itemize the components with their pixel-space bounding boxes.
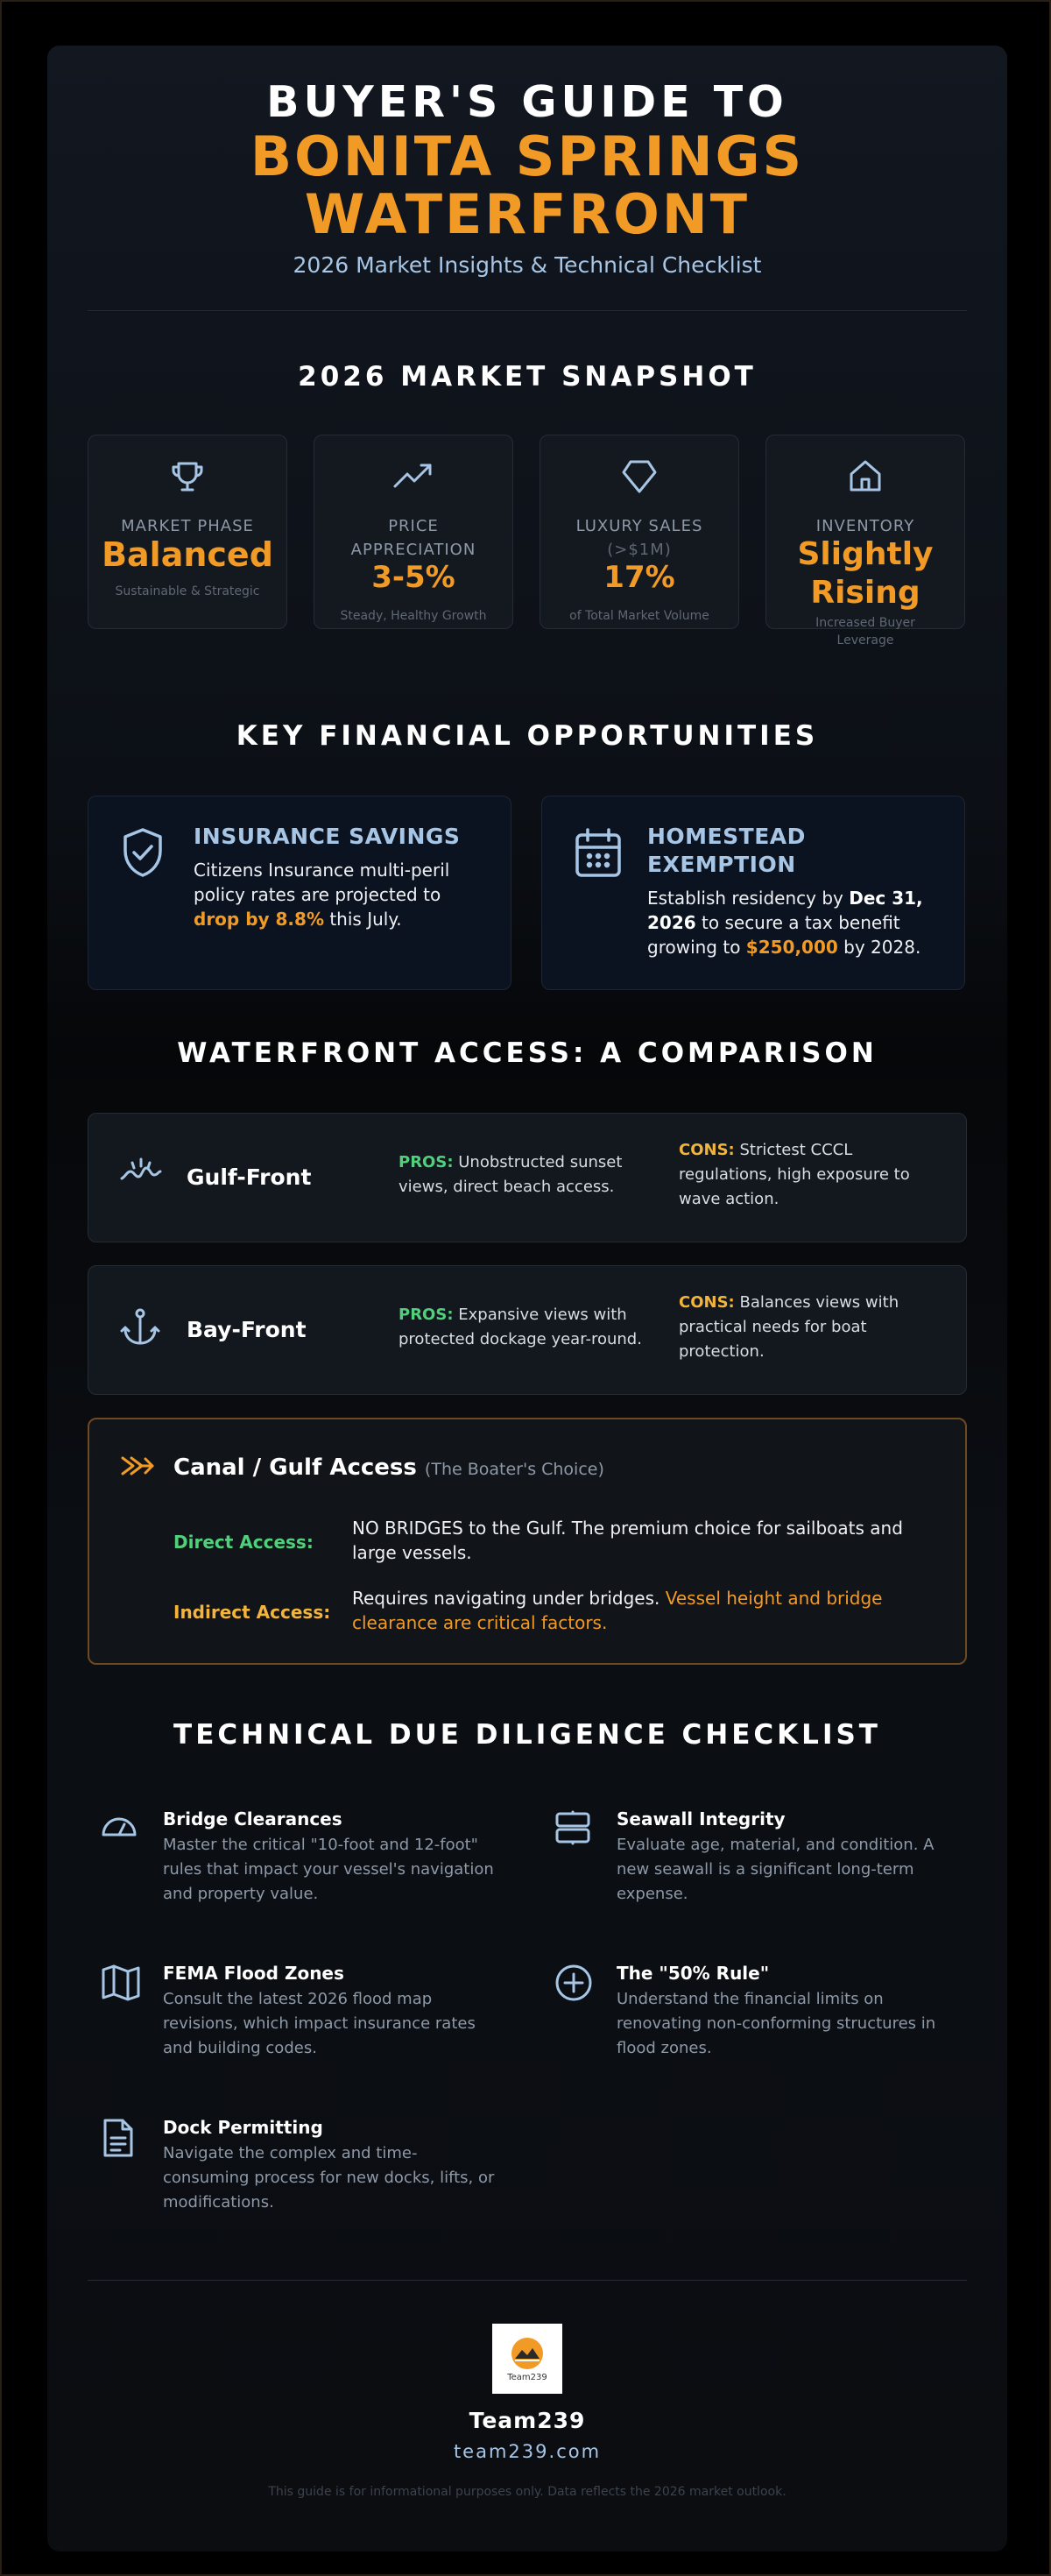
checklist-body: [163, 1987, 513, 2061]
stat-label-line: (>$1M): [607, 541, 672, 559]
cons-line: regulations, high exposure to: [679, 1165, 910, 1184]
rate-drop-highlight: drop by 8.8%: [194, 909, 324, 930]
body-line: Citizens Insurance multi-peril: [194, 860, 450, 881]
gulf-cons: [679, 1138, 942, 1212]
checklist-title: Seawall Integrity: [617, 1808, 786, 1829]
homestead-exemption-card: [541, 796, 965, 990]
pros-line: [399, 1303, 652, 1327]
stat-market-phase: [88, 435, 287, 629]
checklist-title: Bridge Clearances: [163, 1808, 342, 1829]
text-line: NO BRIDGES to the Gulf. The premium choice for sailboats and: [352, 1518, 903, 1539]
stat-note: of Total Market Volume: [569, 609, 709, 623]
subtitle: 2026 Market Insights & Technical Checklist: [293, 252, 762, 278]
body-text: this July.: [323, 909, 402, 930]
homestead-body: [647, 886, 943, 959]
stat-label: [323, 514, 504, 562]
pros-text: Unobstructed sunset: [453, 1153, 623, 1171]
stat-note: [784, 614, 947, 649]
stat-value-line: Slightly: [797, 536, 934, 572]
body-line: [194, 907, 490, 931]
stat-label: MARKET PHASE: [121, 517, 254, 535]
gulf-pros: [399, 1150, 652, 1200]
stat-value: 3-5%: [371, 560, 455, 595]
body-line: expense.: [617, 1885, 688, 1903]
canal-access-card: [88, 1418, 967, 1665]
trophy-icon: [88, 456, 286, 495]
pros-text: Expansive views with: [453, 1306, 627, 1324]
title-city: BONITA SPRINGS: [250, 124, 805, 188]
canal-title: [173, 1454, 604, 1481]
cons-line: [679, 1291, 942, 1315]
checklist-item-fema-flood-zones: [100, 1963, 485, 2085]
stat-note: Steady, Healthy Growth: [340, 609, 487, 623]
cons-line: [679, 1138, 942, 1163]
checklist-body: [163, 1833, 513, 1907]
logo-mark-icon: [508, 2336, 547, 2371]
cons-line: wave action.: [679, 1190, 779, 1208]
cons-line: practical needs for boat: [679, 1318, 867, 1336]
homestead-title: [647, 823, 947, 879]
divider: [88, 310, 967, 311]
comparison-heading: WATERFRONT ACCESS: A COMPARISON: [177, 1037, 878, 1069]
checklist-item-dock-permitting: [100, 2117, 495, 2240]
body-line: modifications.: [163, 2193, 274, 2212]
body-line: rules that impact your vessel's navigation: [163, 1860, 494, 1879]
plus-circle-icon: [554, 1963, 594, 2006]
body-line: Consult the latest 2026 flood map: [163, 1990, 433, 2008]
stat-note: Sustainable & Strategic: [115, 584, 260, 598]
direct-access-label: Direct Access:: [173, 1532, 314, 1553]
stat-label: INVENTORY: [815, 517, 915, 535]
body-line: new seawall is a significant long-term: [617, 1860, 914, 1879]
brand-name: Team239: [469, 2408, 586, 2433]
cons-text: Strictest CCCL: [734, 1141, 853, 1159]
body-line: Navigate the complex and time-: [163, 2144, 418, 2162]
logo-text: Team239: [507, 2372, 547, 2382]
shield-check-icon: [120, 826, 166, 882]
body-text: to secure a tax benefit: [695, 912, 900, 933]
diamond-icon: [540, 456, 738, 495]
indirect-access-label: Indirect Access:: [173, 1602, 331, 1623]
indirect-access-text: [352, 1586, 930, 1635]
stat-value: 17%: [603, 560, 675, 595]
body-line: and property value.: [163, 1885, 319, 1903]
body-text: Establish residency by: [647, 888, 850, 909]
checklist-item-50-percent-rule: [554, 1963, 939, 2085]
checklist-item-bridge-clearances: [100, 1808, 494, 1931]
body-line: revisions, which impact insurance rates: [163, 2014, 476, 2033]
bay-cons: [679, 1291, 942, 1364]
gauge-icon: [100, 1808, 138, 1847]
home-icon: [766, 456, 964, 495]
stat-value-line: Rising: [810, 575, 921, 611]
checklist-title: FEMA Flood Zones: [163, 1963, 344, 1984]
body-line: policy rates are projected to: [194, 884, 441, 905]
stat-inventory: [765, 435, 965, 648]
text-line: large vessels.: [352, 1542, 472, 1563]
stat-value: [766, 535, 964, 612]
canal-subtitle: (The Boater's Choice): [424, 1460, 604, 1479]
title-waterfront: WATERFRONT: [304, 182, 751, 246]
body-line: [647, 935, 943, 959]
stat-note-line: Leverage: [836, 633, 894, 648]
snapshot-heading: 2026 MARKET SNAPSHOT: [298, 361, 757, 393]
checklist-heading: TECHNICAL DUE DILIGENCE CHECKLIST: [173, 1719, 881, 1751]
gulf-front-row: [88, 1113, 967, 1242]
body-line: [647, 886, 943, 910]
gulf-front-name: Gulf-Front: [187, 1164, 312, 1190]
anchor-icon: [120, 1306, 160, 1350]
title-line-1: BUYER'S GUIDE TO: [266, 77, 788, 127]
date-highlight: Dec 31,: [849, 888, 923, 909]
cons-line: protection.: [679, 1342, 765, 1361]
title-line-2: [47, 124, 1007, 246]
title-line: HOMESTEAD: [647, 824, 806, 849]
pros-tag: PROS:: [399, 1306, 454, 1324]
body-line: Evaluate age, material, and condition. A: [617, 1836, 935, 1854]
stat-price-appreciation: [314, 435, 513, 629]
body-text: by 2028.: [837, 937, 921, 958]
body-line: and building codes.: [163, 2039, 317, 2057]
title-line: EXEMPTION: [647, 852, 796, 877]
text-line: [352, 1586, 930, 1610]
body-line: flood zones.: [617, 2039, 712, 2057]
pros-tag: PROS:: [399, 1153, 454, 1171]
stat-note-line: Increased Buyer: [815, 616, 915, 630]
map-icon: [100, 1963, 142, 2005]
body-line: renovating non-conforming structures in: [617, 2014, 936, 2033]
stat-label-line: LUXURY SALES: [575, 517, 703, 535]
pros-line: [399, 1150, 652, 1175]
bay-front-row: [88, 1265, 967, 1395]
cons-tag: CONS:: [679, 1293, 735, 1312]
stat-value: Balanced: [102, 535, 273, 574]
checklist-body: [163, 2141, 513, 2215]
waves-icon: [120, 1157, 162, 1187]
bay-pros: [399, 1303, 652, 1352]
insurance-title: INSURANCE SAVINGS: [194, 824, 461, 849]
stat-luxury-sales: [540, 435, 739, 629]
pros-line: protected dockage year-round.: [399, 1330, 642, 1348]
stat-label-line: PRICE: [388, 517, 439, 535]
body-line: [647, 910, 943, 935]
pros-line: views, direct beach access.: [399, 1178, 615, 1196]
insurance-body: [194, 858, 490, 931]
warning-highlight: clearance are critical factors.: [352, 1612, 608, 1633]
checklist-body: [617, 1987, 967, 2061]
body-text: growing to: [647, 937, 746, 958]
body-line: Master the critical "10-foot and 12-foot": [163, 1836, 478, 1854]
checklist-title: Dock Permitting: [163, 2117, 323, 2138]
calendar-icon: [574, 826, 623, 882]
cons-tag: CONS:: [679, 1141, 735, 1159]
body-line: consuming process for new docks, lifts, or: [163, 2169, 495, 2187]
team239-logo: [492, 2324, 562, 2394]
trending-up-icon: [314, 456, 512, 495]
financial-heading: KEY FINANCIAL OPPORTUNITIES: [236, 720, 819, 752]
benefit-highlight: $250,000: [745, 937, 838, 958]
checklist-item-seawall-integrity: [554, 1808, 939, 1931]
document-icon: [100, 2117, 137, 2162]
brand-url-link[interactable]: team239.com: [453, 2441, 602, 2462]
fish-icon: [119, 1454, 156, 1481]
guide-card: [47, 46, 1007, 2551]
direct-access-text: [352, 1516, 930, 1565]
bay-front-name: Bay-Front: [187, 1317, 307, 1342]
disclaimer: This guide is for informational purposes only. Data reflects the 2026 market outlook.: [268, 2485, 786, 2499]
cons-text: Balances views with: [734, 1293, 899, 1312]
insurance-savings-card: [88, 796, 511, 990]
divider: [88, 2280, 967, 2281]
text: Requires navigating under bridges.: [352, 1588, 666, 1609]
seawall-icon: [554, 1808, 592, 1851]
warning-highlight: Vessel height and bridge: [665, 1588, 883, 1609]
checklist-body: [617, 1833, 967, 1907]
stat-label: [549, 514, 730, 562]
date-highlight: 2026: [647, 912, 696, 933]
checklist-title: The "50% Rule": [617, 1963, 770, 1984]
stat-label-line: APPRECIATION: [350, 541, 476, 559]
canal-name: Canal / Gulf Access: [173, 1454, 417, 1481]
body-line: Understand the financial limits on: [617, 1990, 884, 2008]
